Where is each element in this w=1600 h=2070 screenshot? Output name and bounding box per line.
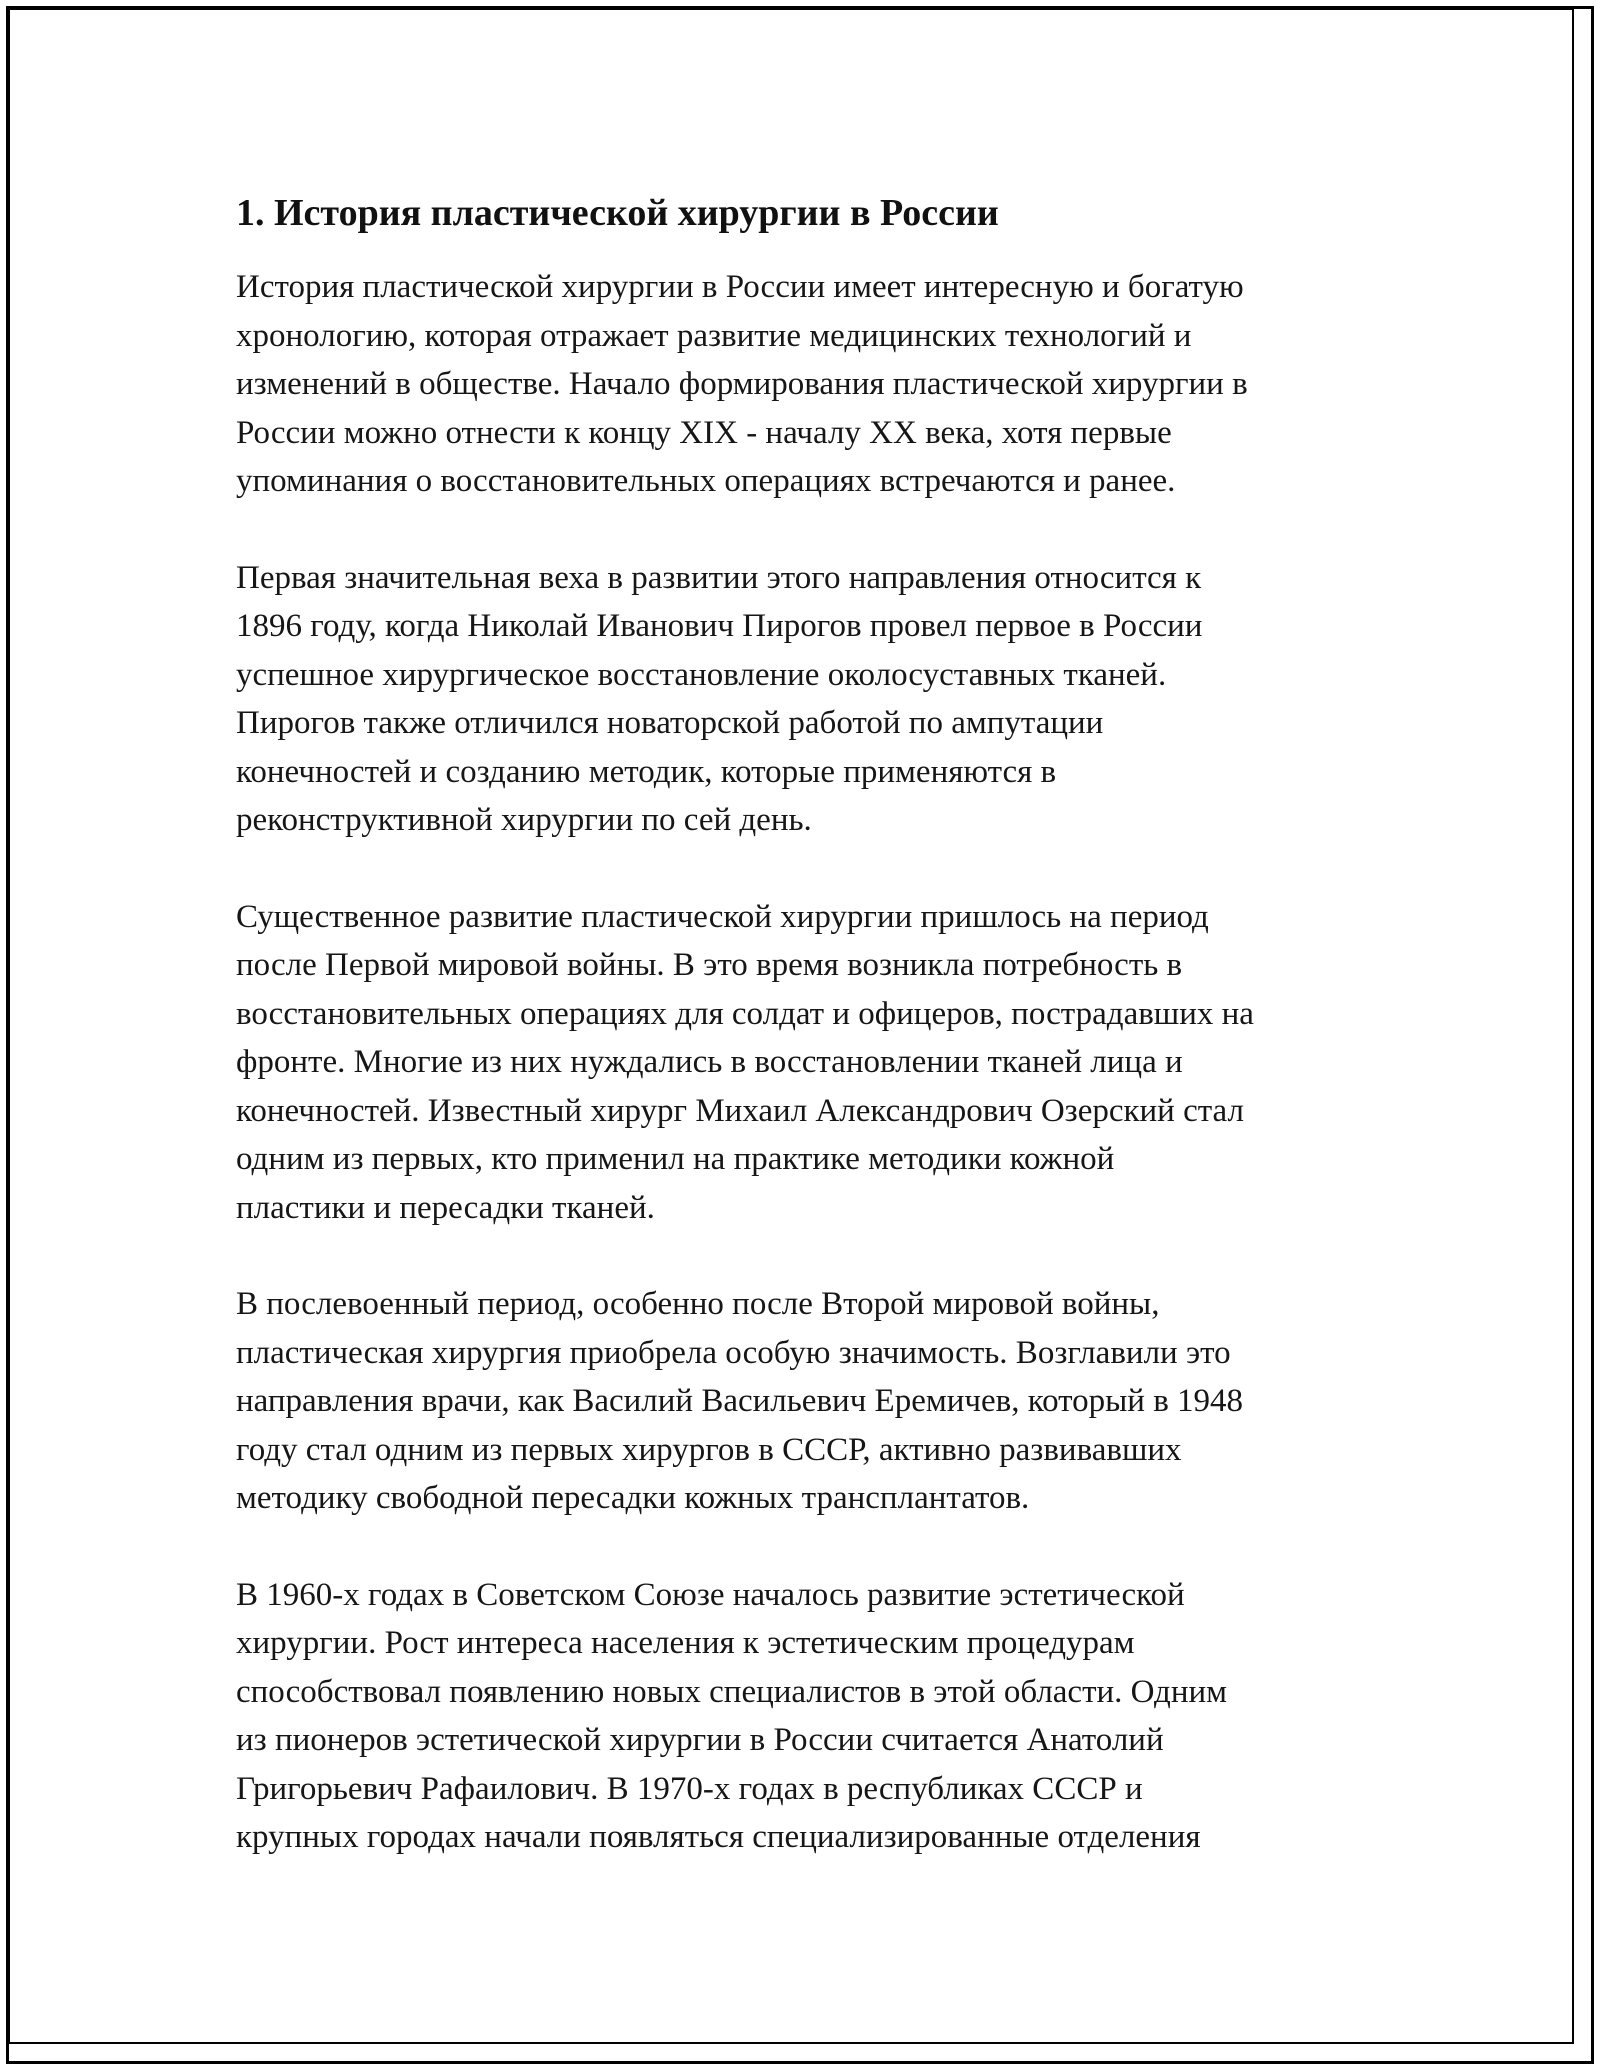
paragraph-line: одним из первых, кто применил на практике методики кожной [236,1141,1115,1177]
paragraph-line: способствовал появлению новых специалистов в этой области. Одним [236,1673,1228,1710]
paragraph-line: Григорьевич Рафаилович. В 1970-х годах в республиках СССР и [236,1770,1143,1807]
paragraph-line: из пионеров эстетической хирургии в России считается Анатолий [236,1722,1164,1758]
paragraph-5 [236,1571,1376,1862]
paragraph-line: России можно отнести к концу XIX - началу XX века, хотя первые [236,414,1172,451]
paragraph-4 [236,1280,1376,1523]
paragraph-line: изменений в обществе. Начало формирования пластической хирургии в [236,366,1248,402]
paragraph-line: восстановительных операциях для солдат и офицеров, пострадавших на [236,995,1254,1032]
paragraph-line: упоминания о восстановительных операциях встречаются и ранее. [236,463,1176,499]
paragraph-line: 1896 году, когда Николай Иванович Пирогов провел первое в России [236,608,1203,644]
paragraph-line: крупных городах начали появляться специализированные отделения [236,1819,1201,1855]
paragraph-line: направления врачи, как Василий Васильевич Еремичев, который в 1948 [236,1383,1244,1419]
paragraph-line: Первая значительная веха в развитии этого направления относится к [236,559,1202,596]
paragraph-1 [236,263,1376,506]
paragraph-line: Пирогов также отличился новаторской работой по ампутации [236,705,1104,741]
paragraph-line: успешное хирургическое восстановление околосуставных тканей. [236,656,1167,693]
paragraph-line: конечностей и созданию методик, которые применяются в [236,753,1057,790]
paragraph-line: хирургии. Рост интереса населения к эстетическим процедурам [236,1625,1135,1661]
paragraph-3 [236,893,1376,1233]
paragraph-line: пластики и пересадки тканей. [236,1189,655,1226]
paragraph-line: фронте. Многие из них нуждались в восстановлении тканей лица и [236,1044,1183,1080]
paragraph-line: В послевоенный период, особенно после Второй мировой войны, [236,1286,1160,1322]
document-body [236,185,1376,1910]
paragraph-line: методику свободной пересадки кожных трансплантатов. [236,1480,1030,1516]
paragraph-line: Существенное развитие пластической хирургии пришлось на период [236,898,1209,935]
paragraph-line: История пластической хирургии в России имеет интересную и богатую [236,269,1244,305]
paragraph-line: конечностей. Известный хирург Михаил Александрович Озерский стал [236,1092,1244,1129]
paragraph-line: хронологию, которая отражает развитие медицинских технологий и [236,317,1192,354]
paragraph-line: В 1960-х годах в Советском Союзе началось развитие эстетической [236,1576,1185,1613]
paragraph-2 [236,554,1376,845]
paragraph-line: реконструктивной хирургии по сей день. [236,802,812,838]
paragraph-line: после Первой мировой войны. В это время возникла потребность в [236,947,1183,983]
section-heading: 1. История пластической хирургии в России [236,192,999,234]
paragraph-line: пластическая хирургия приобрела особую значимость. Возглавили это [236,1334,1231,1371]
paragraph-line: году стал одним из первых хирургов в СССР, активно развивавших [236,1431,1182,1468]
